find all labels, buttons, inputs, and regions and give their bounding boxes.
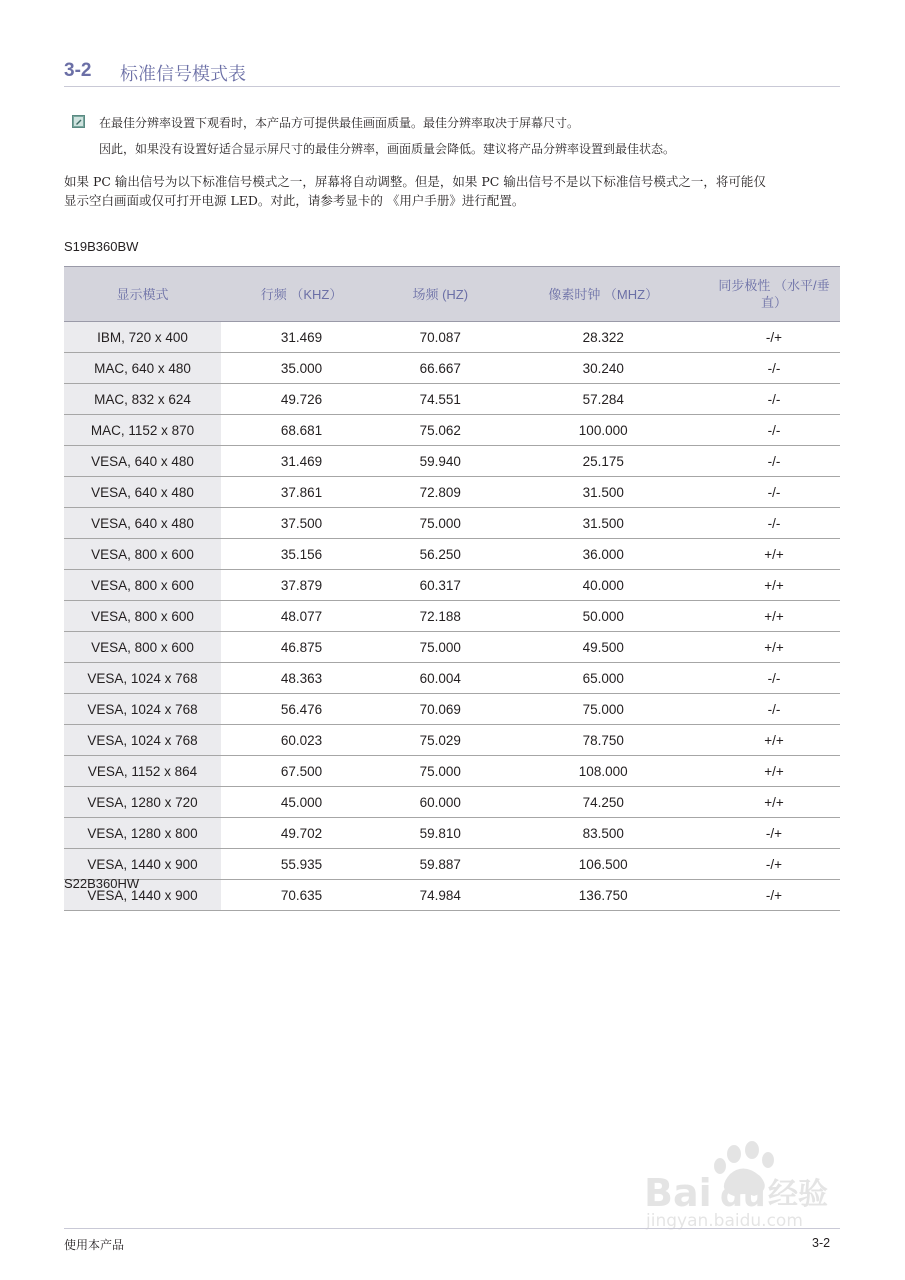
cell-h-freq: 68.681 [221,415,382,446]
cell-display-mode: VESA, 1280 x 800 [64,818,221,849]
cell-h-freq: 49.726 [221,384,382,415]
table-row [64,756,840,787]
cell-display-mode: VESA, 1152 x 864 [64,756,221,787]
cell-pixel-clock: 40.000 [498,570,708,601]
note-line-2: 因此，如果没有设置好适合显示屏尺寸的最佳分辨率，画面质量会降低。建议将产品分辨率设置到最佳状态。 [99,142,676,156]
cell-display-mode: VESA, 800 x 600 [64,632,221,663]
cell-sync-polarity: -/- [708,415,840,446]
cell-display-mode: VESA, 1024 x 768 [64,663,221,694]
cell-pixel-clock: 57.284 [498,384,708,415]
cell-v-freq: 74.551 [382,384,498,415]
cell-h-freq: 55.935 [221,849,382,880]
cell-v-freq: 75.029 [382,725,498,756]
baidu-watermark-logo [640,1140,850,1230]
cell-pixel-clock: 49.500 [498,632,708,663]
cell-display-mode: VESA, 1280 x 720 [64,787,221,818]
cell-sync-polarity: +/+ [708,601,840,632]
cell-pixel-clock: 30.240 [498,353,708,384]
cell-h-freq: 56.476 [221,694,382,725]
header-display-mode: 显示模式 [64,267,221,322]
cell-pixel-clock: 65.000 [498,663,708,694]
table-row [64,694,840,725]
cell-sync-polarity: -/- [708,694,840,725]
cell-v-freq: 60.004 [382,663,498,694]
cell-display-mode: VESA, 800 x 600 [64,539,221,570]
cell-sync-polarity: -/+ [708,880,840,911]
cell-h-freq: 37.861 [221,477,382,508]
cell-v-freq: 74.984 [382,880,498,911]
cell-display-mode: MAC, 640 x 480 [64,353,221,384]
note-pencil-icon [72,115,85,128]
table-row [64,725,840,756]
model-label-s19b360bw: S19B360BW [64,239,139,254]
cell-display-mode: IBM, 720 x 400 [64,322,221,353]
header-v-freq: 场频 (HZ) [382,267,498,322]
cell-pixel-clock: 108.000 [498,756,708,787]
cell-pixel-clock: 31.500 [498,477,708,508]
cell-v-freq: 75.000 [382,756,498,787]
cell-v-freq: 72.809 [382,477,498,508]
cell-sync-polarity: -/+ [708,818,840,849]
table-row [64,446,840,477]
cell-v-freq: 59.887 [382,849,498,880]
cell-pixel-clock: 36.000 [498,539,708,570]
table-row [64,508,840,539]
intro-paragraph-line-1: 如果 PC 输出信号为以下标准信号模式之一，屏幕将自动调整。但是，如果 PC 输出信号不是以下标准信号模式之一，将可能仅 [64,174,766,189]
cell-pixel-clock: 106.500 [498,849,708,880]
cell-v-freq: 56.250 [382,539,498,570]
signal-mode-table [64,266,840,911]
cell-display-mode: VESA, 1440 x 900 [64,849,221,880]
header-sync-polarity: 同步极性 （水平/垂直） [708,267,840,322]
cell-display-mode: VESA, 1024 x 768 [64,694,221,725]
cell-display-mode: VESA, 640 x 480 [64,446,221,477]
cell-sync-polarity: -/- [708,384,840,415]
header-h-freq: 行频 （KHZ） [221,267,382,322]
footer-page-number: 3-2 [812,1236,831,1250]
footer-section-name: 使用本产品 [64,1238,125,1252]
cell-v-freq: 75.000 [382,508,498,539]
cell-h-freq: 37.500 [221,508,382,539]
cell-v-freq: 60.317 [382,570,498,601]
table-header-row [64,267,840,322]
table-row [64,539,840,570]
table-row [64,477,840,508]
cell-h-freq: 60.023 [221,725,382,756]
table-row [64,384,840,415]
table-row [64,415,840,446]
table-row [64,849,840,880]
cell-pixel-clock: 100.000 [498,415,708,446]
svg-text:经验: 经验 [768,1177,828,1212]
svg-text:du: du [720,1176,766,1214]
cell-h-freq: 48.363 [221,663,382,694]
cell-h-freq: 48.077 [221,601,382,632]
cell-sync-polarity: -/- [708,446,840,477]
cell-sync-polarity: -/- [708,353,840,384]
svg-text:Bai: Bai [644,1171,712,1215]
table-row [64,818,840,849]
table-row [64,880,840,911]
cell-h-freq: 67.500 [221,756,382,787]
cell-display-mode: MAC, 832 x 624 [64,384,221,415]
table-row [64,601,840,632]
cell-pixel-clock: 136.750 [498,880,708,911]
section-title: 标准信号模式表 [120,64,246,85]
cell-h-freq: 31.469 [221,446,382,477]
cell-sync-polarity: +/+ [708,787,840,818]
svg-text:jingyan.baidu.com: jingyan.baidu.com [646,1211,803,1230]
cell-sync-polarity: +/+ [708,725,840,756]
cell-v-freq: 70.087 [382,322,498,353]
cell-v-freq: 66.667 [382,353,498,384]
table-row [64,787,840,818]
cell-display-mode: VESA, 1024 x 768 [64,725,221,756]
table-row [64,663,840,694]
section-number: 3-2 [64,60,92,81]
cell-pixel-clock: 75.000 [498,694,708,725]
cell-v-freq: 75.062 [382,415,498,446]
cell-display-mode: VESA, 640 x 480 [64,477,221,508]
cell-h-freq: 46.875 [221,632,382,663]
footer-divider [64,1228,840,1229]
cell-sync-polarity: -/+ [708,849,840,880]
intro-paragraph-line-2: 显示空白画面或仅可打开电源 LED。对此，请参考显卡的 《用户手册》进行配置。 [64,193,525,208]
table-row [64,353,840,384]
cell-sync-polarity: -/- [708,508,840,539]
cell-sync-polarity: -/+ [708,322,840,353]
cell-sync-polarity: +/+ [708,632,840,663]
cell-h-freq: 49.702 [221,818,382,849]
cell-h-freq: 31.469 [221,322,382,353]
cell-pixel-clock: 74.250 [498,787,708,818]
note-line-1: 在最佳分辨率设置下观看时，本产品方可提供最佳画面质量。最佳分辨率取决于屏幕尺寸。 [99,116,580,130]
cell-sync-polarity: -/- [708,663,840,694]
cell-h-freq: 35.000 [221,353,382,384]
cell-sync-polarity: +/+ [708,539,840,570]
cell-sync-polarity: +/+ [708,570,840,601]
header-pixel-clock: 像素时钟 （MHZ） [498,267,708,322]
cell-display-mode: VESA, 800 x 600 [64,570,221,601]
cell-h-freq: 35.156 [221,539,382,570]
cell-v-freq: 59.810 [382,818,498,849]
table-row [64,322,840,353]
cell-display-mode: VESA, 1440 x 900 [64,880,221,911]
cell-h-freq: 45.000 [221,787,382,818]
cell-h-freq: 70.635 [221,880,382,911]
cell-v-freq: 75.000 [382,632,498,663]
cell-pixel-clock: 83.500 [498,818,708,849]
cell-display-mode: MAC, 1152 x 870 [64,415,221,446]
cell-display-mode: VESA, 640 x 480 [64,508,221,539]
cell-pixel-clock: 50.000 [498,601,708,632]
cell-v-freq: 70.069 [382,694,498,725]
cell-sync-polarity: +/+ [708,756,840,787]
cell-pixel-clock: 25.175 [498,446,708,477]
cell-h-freq: 37.879 [221,570,382,601]
section-header [64,58,840,87]
cell-pixel-clock: 31.500 [498,508,708,539]
table-row [64,570,840,601]
cell-v-freq: 59.940 [382,446,498,477]
cell-v-freq: 60.000 [382,787,498,818]
cell-pixel-clock: 78.750 [498,725,708,756]
cell-pixel-clock: 28.322 [498,322,708,353]
cell-v-freq: 72.188 [382,601,498,632]
table-row [64,632,840,663]
cell-display-mode: VESA, 800 x 600 [64,601,221,632]
model-label-s22b360hw: S22B360HW [64,876,140,891]
cell-sync-polarity: -/- [708,477,840,508]
